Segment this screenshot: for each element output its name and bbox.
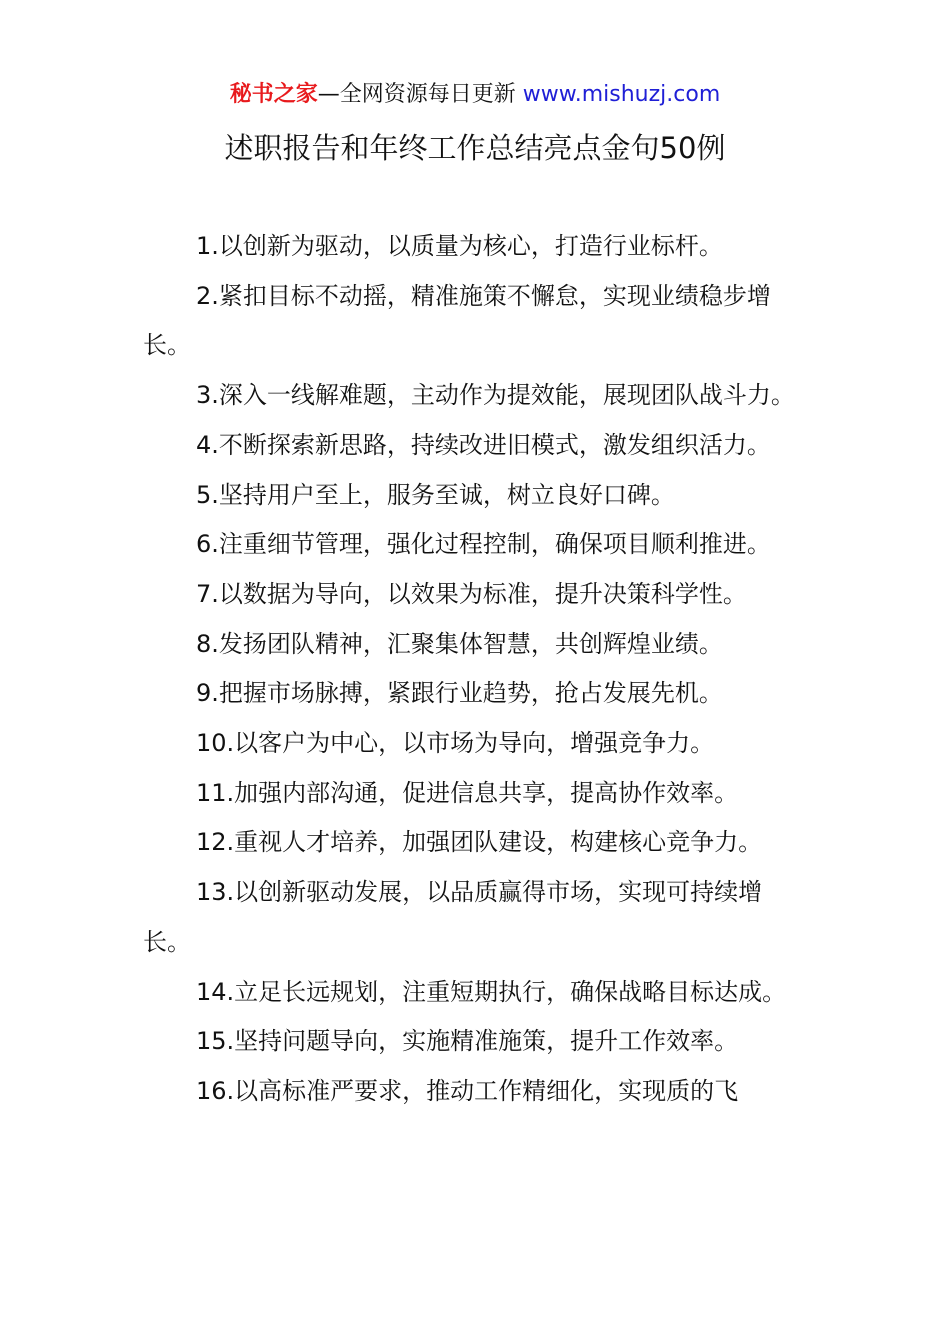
site-header — [0, 80, 950, 110]
list-item: 6.注重细节管理，强化过程控制，确保项目顺利推进。 — [196, 530, 771, 559]
header-tagline: —全网资源每日更新 — [317, 82, 523, 107]
list-item: 4.不断探索新思路，持续改进旧模式，激发组织活力。 — [196, 430, 771, 459]
list-item: 2.紧扣目标不动摇，精准施策不懈怠，实现业绩稳步增长。 — [143, 281, 771, 360]
list-item: 13.以创新驱动发展，以品质赢得市场，实现可持续增长。 — [143, 878, 763, 956]
list-item: 16.以高标准严要求，推动工作精细化，实现质的飞 — [196, 1076, 739, 1105]
list-item: 10.以客户为中心，以市场为导向，增强竞争力。 — [196, 729, 715, 758]
document-body — [143, 222, 809, 1117]
list-item: 8.发扬团队精神，汇聚集体智慧，共创辉煌业绩。 — [196, 629, 723, 658]
list-item: 14.立足长远规划，注重短期执行，确保战略目标达成。 — [196, 977, 787, 1006]
list-item: 3.深入一线解难题，主动作为提效能，展现团队战斗力。 — [196, 381, 795, 410]
list-item: 5.坚持用户至上，服务至诚，树立良好口碑。 — [196, 480, 675, 509]
list-item: 15.坚持问题导向，实施精准施策，提升工作效率。 — [196, 1027, 739, 1056]
site-url: www.mishuzj.com — [522, 82, 721, 107]
list-item: 9.把握市场脉搏，紧跟行业趋势，抢占发展先机。 — [196, 679, 723, 708]
list-item: 12.重视人才培养，加强团队建设，构建核心竞争力。 — [196, 828, 763, 857]
list-item: 7.以数据为导向，以效果为标准，提升决策科学性。 — [196, 579, 747, 608]
list-item: 1.以创新为驱动，以质量为核心，打造行业标杆。 — [196, 232, 723, 260]
list-item: 11.加强内部沟通，促进信息共享，提高协作效率。 — [196, 778, 739, 807]
brand-name: 秘书之家 — [229, 82, 318, 107]
document-title: 述职报告和年终工作总结亮点金句50例 — [224, 131, 726, 165]
